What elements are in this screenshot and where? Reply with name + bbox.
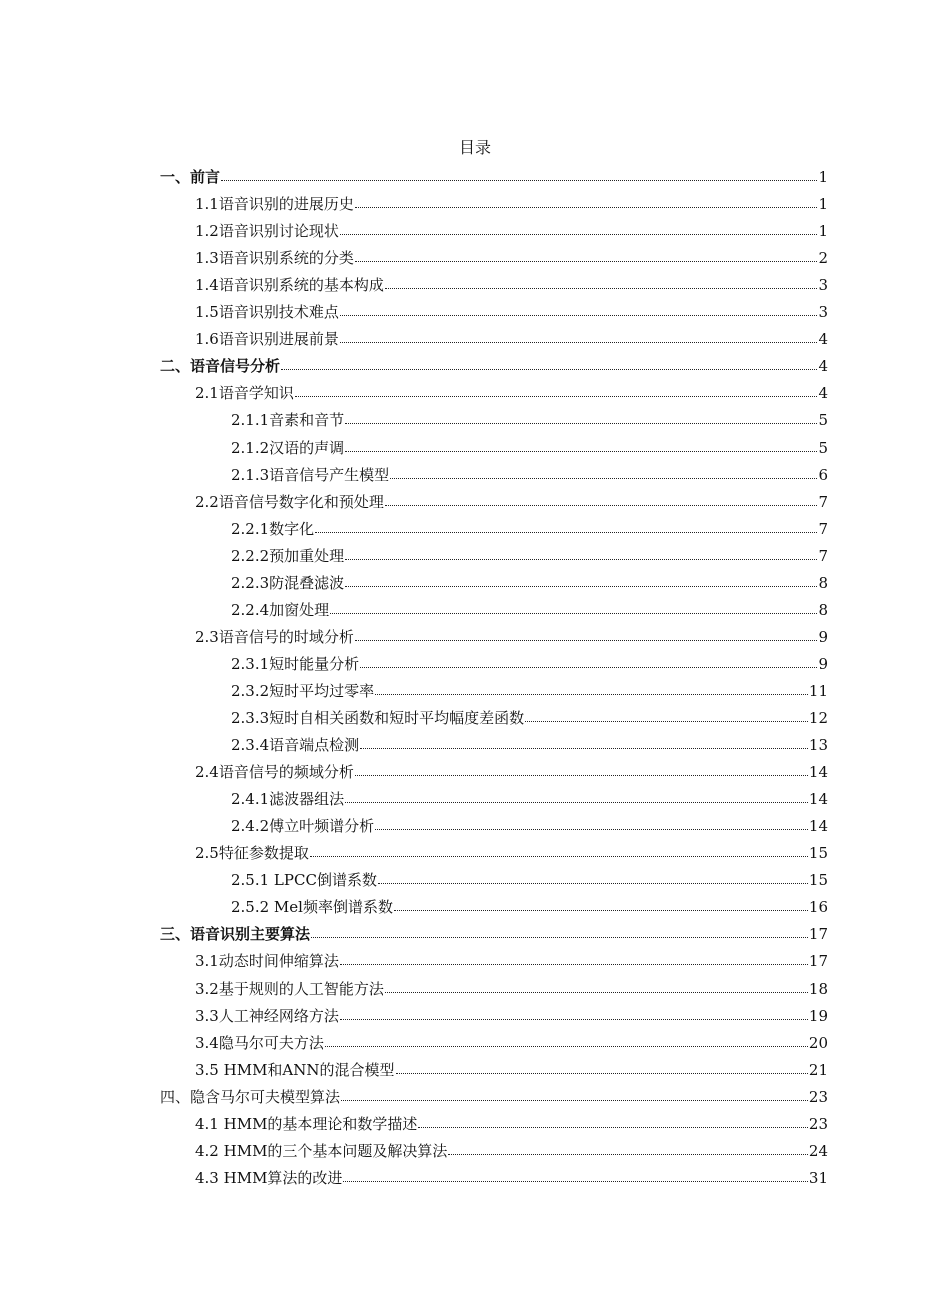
toc-entry-label: 2.4.1滤波器组法 [231,790,345,809]
toc-entry-label: 2.3.1短时能量分析 [231,654,360,673]
toc-entry-label: 2.2.2预加重处理 [231,546,345,565]
dot-leader [295,396,818,397]
toc-entry-label: 3.3人工神经网络方法 [195,1006,339,1025]
toc-entry-label: 2.3语音信号的时域分析 [195,627,354,646]
toc-entry[interactable] [231,867,828,894]
toc-entry-label: 2.2.3防混叠滤波 [231,573,345,592]
toc-entry-page-number: 24 [808,1141,828,1160]
toc-entry-page-number: 13 [808,736,828,755]
dot-leader [340,234,818,235]
toc-entry-page-number: 7 [818,519,828,538]
toc-entry[interactable] [195,976,828,1003]
toc-entry-page-number: 3 [818,276,828,295]
toc-entry[interactable] [195,948,828,975]
toc-entry-label: 1.3语音识别系统的分类 [195,249,354,268]
toc-entry-label: 2.2.1数字化 [231,519,315,538]
toc-entry-label: 3.2基于规则的人工智能方法 [195,979,384,998]
toc-entry-label: 2.3.3短时自相关函数和短时平均幅度差函数 [231,709,525,727]
dot-leader [221,180,817,181]
dot-leader [345,423,817,424]
dot-leader [330,613,817,614]
toc-entry[interactable] [195,1138,828,1165]
dot-leader [448,1154,807,1155]
toc-entry-page-number: 14 [808,817,828,836]
toc-entry-page-number: 23 [808,1087,828,1106]
toc-entry-page-number: 12 [808,709,828,727]
toc-entry[interactable] [195,218,828,245]
toc-entry-page-number: 5 [818,438,828,457]
toc-entry-label: 4.3 HMM算法的改进 [195,1168,343,1187]
toc-entry-label: 2.1语音学知识 [195,384,294,403]
toc-entry-page-number: 7 [818,546,828,565]
toc-entry-label: 2.3.2短时平均过零率 [231,681,375,700]
dot-leader [341,1100,808,1101]
dot-leader [385,288,818,289]
dot-leader [340,342,818,343]
toc-entry-label: 2.2语音信号数字化和预处理 [195,492,384,511]
toc-entry-page-number: 31 [808,1168,828,1187]
toc-entry-label: 二、语音信号分析 [160,357,281,376]
toc-entry[interactable] [195,326,828,353]
toc-entry-label: 1.1语音识别的进展历史 [195,195,354,214]
toc-entry[interactable] [231,651,828,678]
dot-leader [345,586,817,587]
toc-entry-page-number: 3 [818,303,828,322]
toc-entry[interactable] [160,921,828,948]
toc-title: 目录 [458,138,491,157]
toc-entry-page-number: 5 [818,411,828,430]
dot-leader [355,261,818,262]
toc-entry-page-number: 2 [818,249,828,268]
toc-entry-page-number: 7 [818,492,828,511]
dot-leader [355,640,818,641]
toc-entry-page-number: 8 [818,573,828,592]
toc-entry-page-number: 6 [818,465,828,484]
dot-leader [343,1181,807,1182]
toc-entry[interactable] [195,272,828,299]
toc-entry-label: 4.1 HMM的基本理论和数学描述 [195,1114,418,1133]
toc-entry-page-number: 11 [808,681,828,700]
toc-entry-page-number: 9 [818,654,828,673]
toc-entry-page-number: 15 [808,844,828,863]
toc-entry-page-number: 16 [808,898,828,917]
dot-leader [325,1046,808,1047]
toc-entry[interactable] [195,245,828,272]
toc-entry[interactable] [231,462,828,489]
dot-leader [375,694,808,695]
dot-leader [345,802,808,803]
dot-leader [385,992,808,993]
toc-entry-page-number: 1 [818,195,828,214]
toc-entry-label: 2.2.4加窗处理 [231,600,330,619]
dot-leader [311,937,808,938]
toc-entry[interactable] [231,813,828,840]
toc-entry[interactable] [231,705,828,732]
toc-entry-page-number: 8 [818,600,828,619]
toc-entry-label: 4.2 HMM的三个基本问题及解决算法 [195,1141,448,1160]
toc-entry-label: 1.4语音识别系统的基本构成 [195,276,384,295]
toc-entry-page-number: 23 [808,1114,828,1133]
dot-leader [355,207,818,208]
toc-entry[interactable] [195,489,828,516]
toc-entry[interactable] [195,624,828,651]
toc-entry-label: 三、语音识别主要算法 [160,925,311,944]
toc-entry[interactable] [160,1084,828,1111]
toc-entry[interactable] [195,1165,828,1192]
dot-leader [390,478,817,479]
dot-leader [360,667,817,668]
toc-entry[interactable] [231,678,828,705]
dot-leader [310,856,808,857]
toc-entry-page-number: 4 [818,357,828,376]
toc-entry-label: 2.3.4语音端点检测 [231,736,360,755]
dot-leader [394,910,808,911]
dot-leader [418,1127,807,1128]
toc-entry[interactable] [160,164,828,191]
toc-entry-label: 2.1.3语音信号产生模型 [231,465,390,484]
toc-entry-page-number: 14 [808,790,828,809]
dot-leader [396,1073,808,1074]
toc-entry[interactable] [195,1003,828,1030]
toc-entry[interactable] [195,380,828,407]
toc-entry-page-number: 14 [808,763,828,782]
toc-entry-label: 四、隐含马尔可夫模型算法 [160,1087,341,1106]
toc-entry[interactable] [231,516,828,543]
toc-entry-page-number: 4 [818,330,828,349]
toc-entry[interactable] [195,759,828,786]
dot-leader [375,829,808,830]
dot-leader [345,451,817,452]
toc-entry-label: 2.5特征参数提取 [195,844,309,863]
toc-entry-page-number: 21 [808,1060,828,1079]
dot-leader [315,532,817,533]
toc-entry[interactable] [195,840,828,867]
toc-entry[interactable] [195,191,828,218]
toc-entry-label: 一、前言 [160,168,221,186]
dot-leader [385,505,818,506]
toc-entry-label: 2.5.2 Mel频率倒谱系数 [231,898,393,917]
toc-entry[interactable] [231,407,828,434]
toc-entry[interactable] [231,570,828,597]
toc-entry-label: 2.4语音信号的频域分析 [195,763,354,782]
toc-entry-page-number: 4 [818,384,828,403]
toc-entry-page-number: 17 [808,925,828,944]
toc-entry-label: 1.5语音识别技术难点 [195,303,339,322]
toc-entry[interactable] [195,1057,828,1084]
dot-leader [345,559,817,560]
dot-leader [281,369,817,370]
dot-leader [340,315,818,316]
toc-entry[interactable] [231,732,828,759]
dot-leader [355,775,808,776]
toc-entry-label: 1.2语音识别讨论现状 [195,222,339,241]
toc-entry-label: 3.5 HMM和ANN的混合模型 [195,1060,395,1079]
toc-entry[interactable] [195,299,828,326]
toc-entry[interactable] [231,786,828,813]
toc-entry-label: 2.1.2汉语的声调 [231,438,345,457]
dot-leader [360,748,808,749]
toc-entry[interactable] [160,353,828,380]
toc-entry-label: 2.1.1音素和音节 [231,411,345,430]
toc-entry[interactable] [195,1030,828,1057]
toc-entry-page-number: 1 [818,222,828,241]
toc-entry[interactable] [195,1111,828,1138]
dot-leader [525,721,808,722]
toc-entry-label: 2.4.2傅立叶频谱分析 [231,817,375,836]
toc-entry-page-number: 15 [808,871,828,890]
toc-entry-page-number: 19 [808,1006,828,1025]
toc-entry[interactable] [231,597,828,624]
toc-entry-page-number: 1 [818,168,828,186]
dot-leader [340,1019,808,1020]
toc-entry[interactable] [231,543,828,570]
toc-entry[interactable] [231,894,828,921]
toc-entry-label: 2.5.1 LPCC倒谱系数 [231,871,377,890]
toc-entry-page-number: 9 [818,627,828,646]
toc-entry-page-number: 20 [808,1033,828,1052]
dot-leader [340,964,808,965]
toc-entry-label: 3.1动态时间伸缩算法 [195,952,339,971]
toc-entry-page-number: 17 [808,952,828,971]
toc-entry[interactable] [231,435,828,462]
toc-entry-label: 3.4隐马尔可夫方法 [195,1033,324,1052]
toc-entry-label: 1.6语音识别进展前景 [195,330,339,349]
dot-leader [378,883,808,884]
toc-entry-page-number: 18 [808,979,828,998]
